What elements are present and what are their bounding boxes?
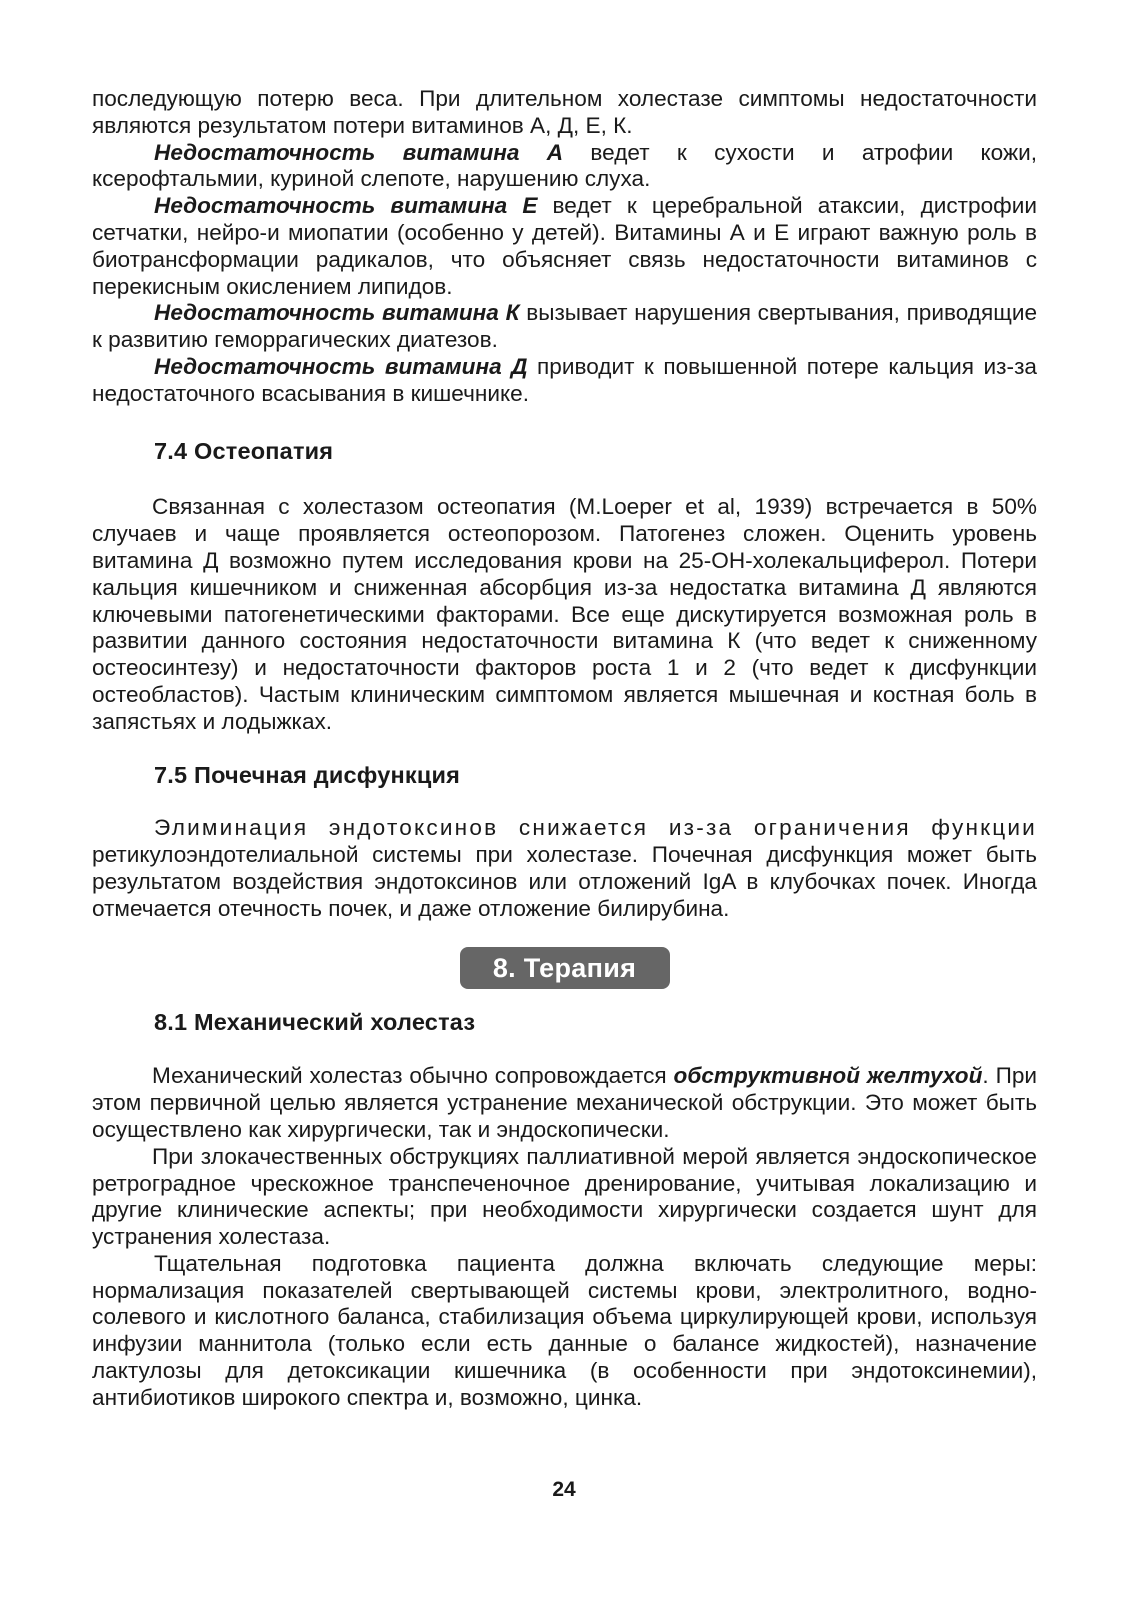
mechanical-cholestasis-paragraph-2: При злокачественных обструкциях паллиативной мерой является эндоскопическое ретроградное чрескожное транспеченочное дренирование, учитывая локализацию и другие клинические аспекты; при необходимости хирургически создается шунт для устранения холестаза. [92,1143,1037,1250]
vitamin-k-term: Недостаточность витамина К [154,300,520,326]
osteopathy-paragraph: Связанная с холестазом остеопатия (M.Loeper et al, 1939) встречается в 50% случаев и чаще проявляется остеопорозом. Патогенез сложен. Оценить уровень витамина Д возможно путем исследования крови на 25-ОН-холекальциферол. Потери кальция кишечником и сниженная абсорбция из-за недостатка витамина Д являются ключевыми патогенетическими факторами. Все еще дискутируется возможная роль в развитии данного состояния недостаточности витамина К (что ведет к сниженному остеосинтезу) и недостаточности факторов роста 1 и 2 (что ведет к дисфункции остеобластов). Частым клиническим симптомом является мышечная и костная боль в запястьях и лодыжках. [92,494,1037,734]
section-heading-osteopathy: 7.4 Остеопатия [154,437,334,464]
renal-paragraph-rest: ретикулоэндотелиальной системы при холестазе. Почечная дисфункция может быть результатом воздействия эндотоксинов или отложений IgA в клубочках почек. Иногда отмечается отечность почек, и даже отложение билирубина. [92,842,1037,921]
vitamin-e-paragraph [92,193,1037,300]
mechanical-cholestasis-paragraph-3: Тщательная подготовка пациента должна включать следующие меры: нормализация показателей свертывающей системы крови, электролитного, водно-солевого и кислотного баланса, стабилизация объема циркулирующей крови, используя инфузии маннитола (только если есть данные о балансе жидкостей), назначение лактулозы для детоксикации кишечника (в особенности при эндотоксинемии), антибиотиков широкого спектра и, возможно, цинка. [92,1250,1037,1410]
vitamin-a-paragraph [92,140,1037,194]
vitamin-d-term: Недостаточность витамина Д [154,353,528,379]
renal-paragraph-first-line: Элиминация эндотоксинов снижается из-за ограничения функции [154,815,1037,841]
chapter-heading-wrapper [92,947,1037,989]
mechanical-cholestasis-paragraph-1 [92,1063,1037,1143]
intro-paragraph: последующую потерю веса. При длительном холестазе симптомы недостаточности являются результатом потери витаминов А, Д, Е, К. [92,86,1037,138]
renal-dysfunction-paragraph [92,815,1037,922]
vitamin-a-text: ведет к сухости и атрофии кожи, ксерофтальмии, куриной слепоте, нарушению слуха. [92,139,1037,192]
obstructive-jaundice-term: обструктивной желтухой [673,1063,983,1089]
vitamin-k-text: вызывает нарушения свертывания, приводящие к развитию геморрагических диатезов. [92,300,1038,353]
vitamin-k-paragraph [92,300,1037,354]
vitamin-d-paragraph [92,354,1037,408]
section-heading-mechanical-cholestasis: 8.1 Механический холестаз [154,1008,476,1035]
vitamin-e-term: Недостаточность витамина Е [154,193,538,219]
section-heading-renal-dysfunction: 7.5 Почечная дисфункция [154,761,461,788]
vitamin-e-text: ведет к церебральной атаксии, дистрофии сетчатки, нейро-и миопатии (особенно у детей). Витамины А и Е играют важную роль в биотрансформации радикалов, что объясняет связь недостаточности витаминов с перекисным окислением липидов. [92,193,1037,299]
page-body [92,86,1037,1412]
page-number: 24 [552,1478,576,1501]
chapter-heading-therapy: 8. Терапия [460,947,670,989]
paragraph-text-after: . При этом первичной целью является устранение механической обструкции. Это может быть осуществлено как хирургически, так и эндоскопически. [92,1063,1038,1142]
paragraph-text-before: Механический холестаз обычно сопровождается [152,1063,674,1089]
vitamin-a-term: Недостаточность витамина А [154,139,564,165]
vitamin-d-text: приводит к повышенной потере кальция из-за недостаточного всасывания в кишечнике. [92,353,1037,406]
